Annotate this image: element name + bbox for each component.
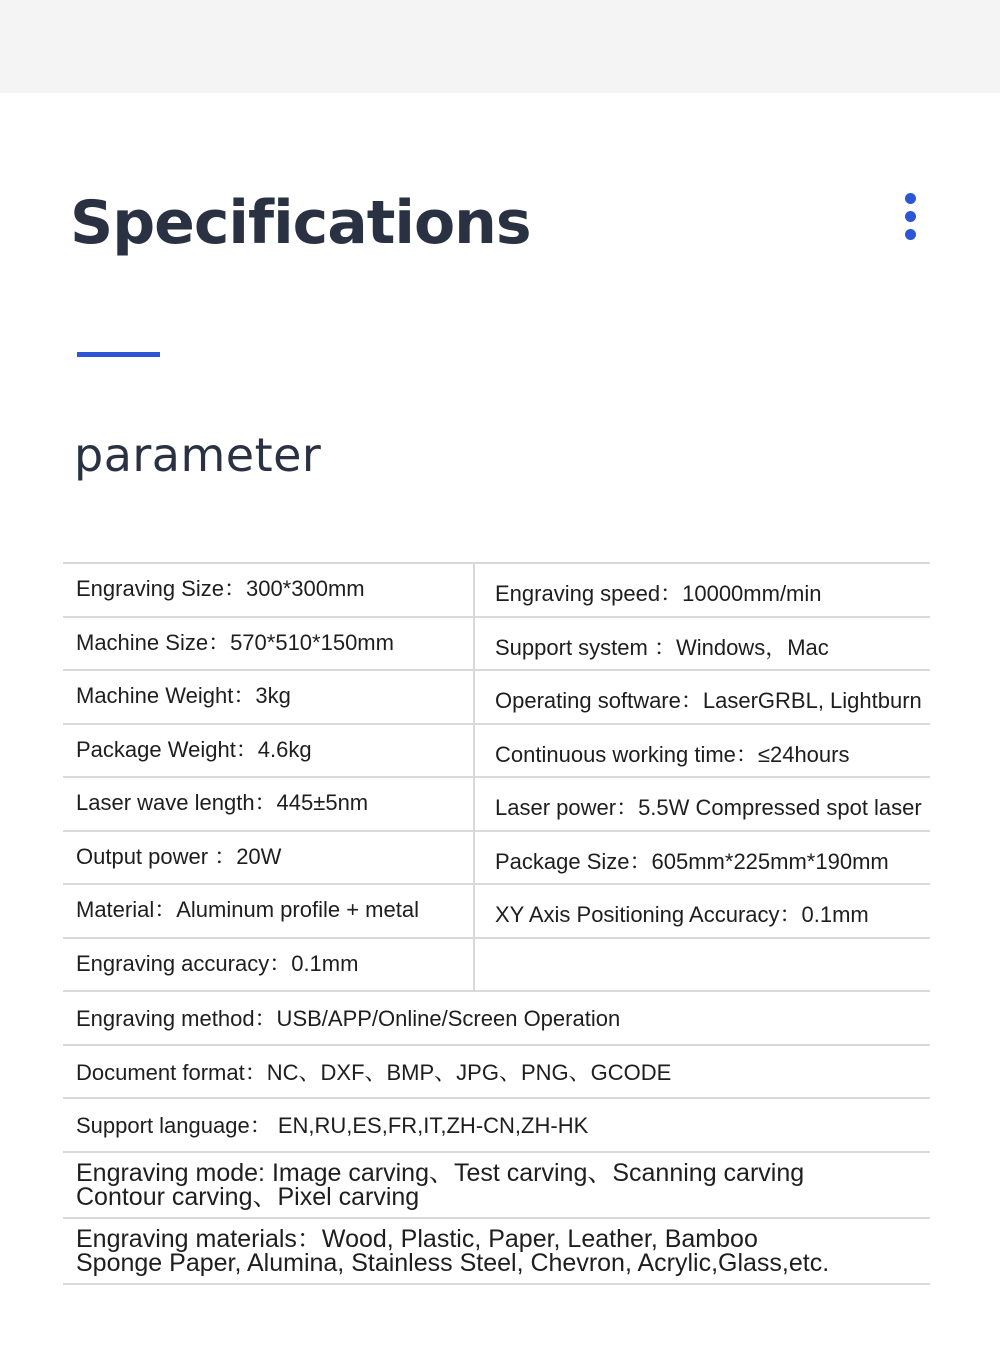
spec-cell: XY Axis Positioning Accuracy：0.1mm <box>495 902 869 928</box>
dot <box>905 193 916 204</box>
spec-cell: Support language： EN,RU,ES,FR,IT,ZH-CN,ZH-HK <box>76 1113 589 1139</box>
spec-cell: Operating software：LaserGRBL, Lightburn <box>495 688 922 714</box>
spec-cell: Document format：NC、DXF、BMP、JPG、PNG、GCODE <box>76 1059 672 1085</box>
spec-cell: Engraving speed：10000mm/min <box>495 581 822 607</box>
spec-cell: Laser wave length：445±5nm <box>63 778 475 830</box>
spec-table <box>63 562 930 1285</box>
spec-cell: Engraving accuracy：0.1mm <box>63 939 475 991</box>
vertical-dots-icon[interactable] <box>905 193 917 247</box>
spec-cell: Package Weight：4.6kg <box>63 725 475 777</box>
spec-cell: Continuous working time：≤24hours <box>495 741 850 767</box>
section-subtitle: parameter <box>74 428 322 482</box>
spec-line: Contour carving、Pixel carving <box>76 1182 420 1211</box>
accent-bar <box>77 352 160 357</box>
spec-cell: Support system ：Windows，Mac <box>495 634 829 660</box>
dot <box>905 229 916 240</box>
spec-cell: Machine Weight：3kg <box>63 671 475 723</box>
spec-cell <box>63 1153 930 1217</box>
dot <box>905 211 916 222</box>
table-row <box>63 1046 930 1100</box>
table-row <box>63 725 930 779</box>
spec-cell: Package Size：605mm*225mm*190mm <box>495 848 889 874</box>
table-row <box>63 885 930 939</box>
spec-cell: Engraving method：USB/APP/Online/Screen Operation <box>76 1006 621 1032</box>
spec-cell: Material：Aluminum profile + metal <box>63 885 475 937</box>
spec-line: Engraving materials：Wood, Plastic, Paper, Leather, Bamboo <box>76 1224 758 1253</box>
spec-cell: Machine Size：570*510*150mm <box>63 618 475 670</box>
table-row <box>63 1153 930 1219</box>
top-band <box>0 0 1000 93</box>
spec-cell: Output power ：20W <box>63 832 475 884</box>
table-row <box>63 939 930 993</box>
page-title: Specifications <box>70 188 531 258</box>
spec-cell <box>63 1219 930 1283</box>
spec-cell: Engraving Size：300*300mm <box>63 564 475 616</box>
table-row <box>63 832 930 886</box>
table-row <box>63 618 930 672</box>
spec-cell: Laser power：5.5W Compressed spot laser <box>495 795 922 821</box>
table-row <box>63 671 930 725</box>
spec-line: Sponge Paper, Alumina, Stainless Steel, Chevron, Acrylic,Glass,etc. <box>76 1248 830 1277</box>
table-row <box>63 1219 930 1285</box>
spec-line: Engraving mode: Image carving、Test carving、Scanning carving <box>76 1158 805 1187</box>
table-row <box>63 992 930 1046</box>
table-row <box>63 1099 930 1153</box>
spec-cell <box>475 939 930 991</box>
table-row <box>63 778 930 832</box>
table-row <box>63 564 930 618</box>
